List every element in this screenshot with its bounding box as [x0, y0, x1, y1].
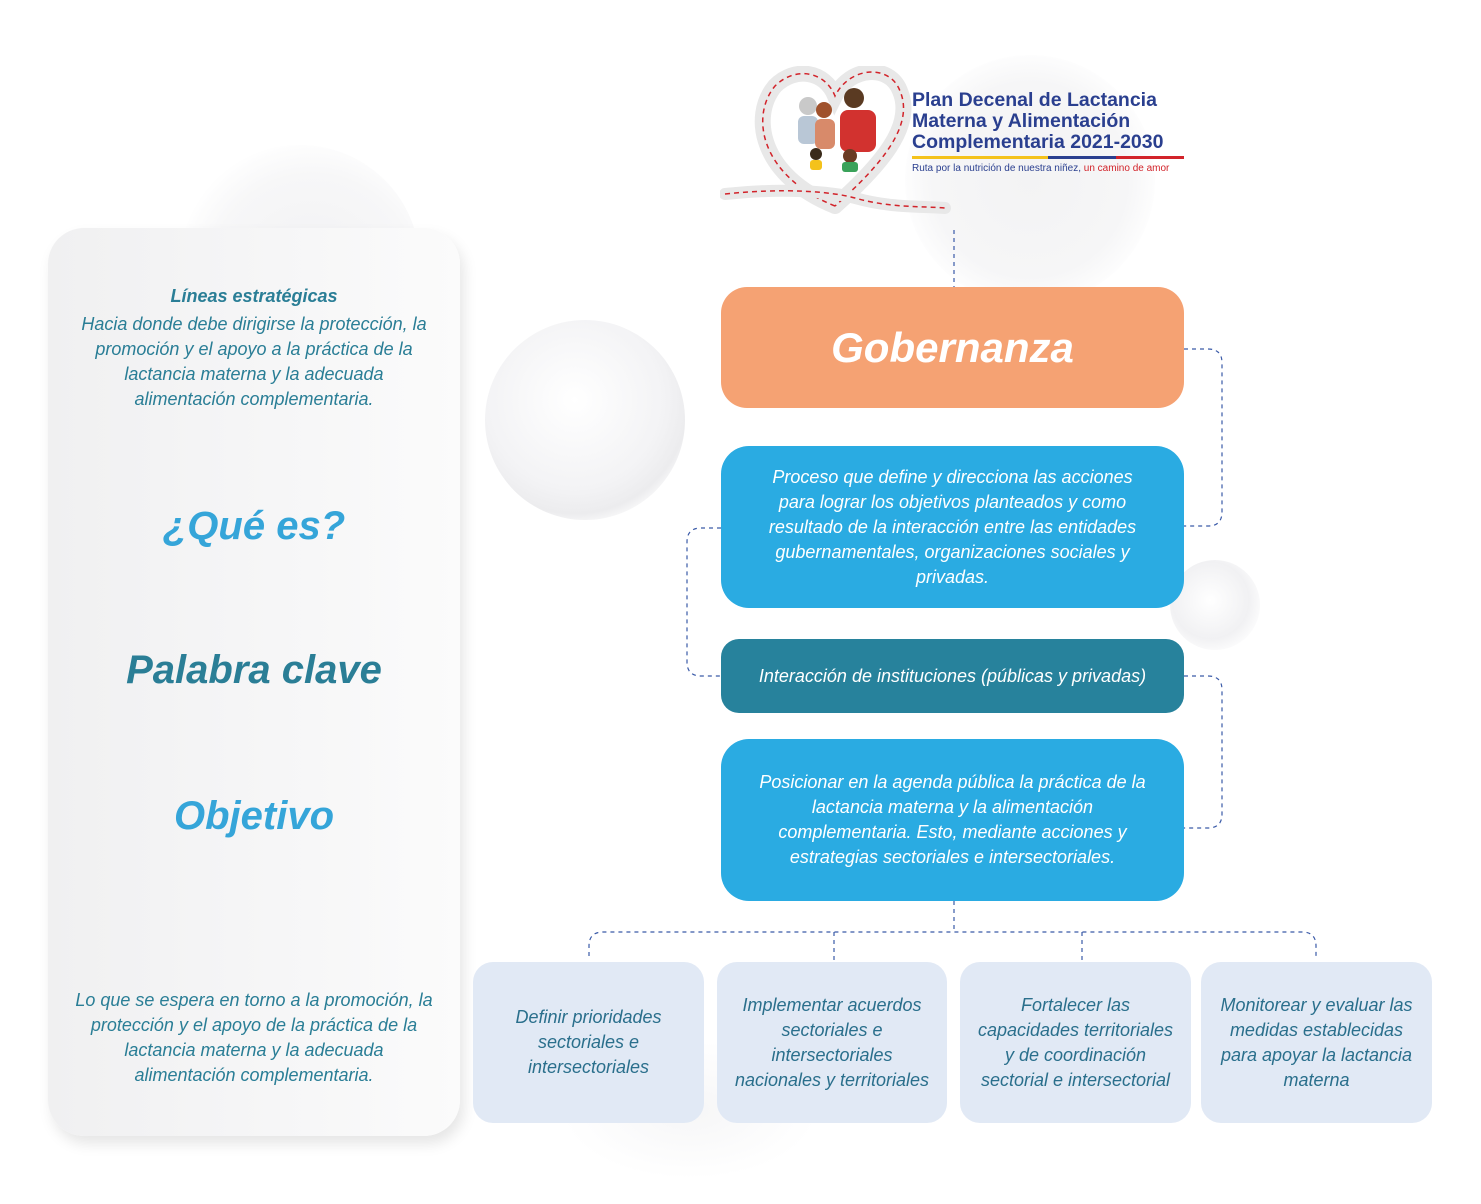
logo-tagline-highlight: un camino de amor — [1083, 163, 1170, 174]
connector-keyword-to-objective — [1184, 676, 1222, 828]
legend-objective: Objetivo — [173, 794, 335, 838]
action-box — [1201, 962, 1432, 1123]
logo-title-line: Plan Decenal de Lactancia — [912, 89, 1157, 111]
logo-color-bar — [912, 156, 1184, 159]
family-figure — [810, 148, 822, 160]
action-label: Implementar acuerdos sectoriales e intersectoriales nacionales y territoriales — [734, 994, 930, 1090]
objective-text: Posicionar en la agenda pública la práctica de la lactancia materna y la alimentación complementaria. Esto, mediante acciones y estrategias sectoriales e intersectoriales. — [759, 772, 1146, 867]
objective-box — [721, 739, 1184, 901]
family-figure — [843, 149, 857, 163]
action-label: Definir prioridades sectoriales e intersectoriales — [515, 1007, 662, 1077]
legend-section-description: Hacia donde debe dirigirse la protección, la promoción y el apoyo a la práctica de la lactancia materna y la adecuada alimentación complementaria. — [81, 314, 427, 409]
legend-footer: Lo que se espera en torno a la promoción, la protección y el apoyo de la práctica de la lactancia materna y la adecuada alimentación complementaria. — [75, 990, 433, 1085]
action-label: Monitorear y evaluar las medidas establecidas para apoyar la lactancia materna — [1220, 994, 1413, 1090]
connector-actions-bus — [589, 932, 1316, 956]
action-box — [960, 962, 1191, 1123]
legend-section-title: Líneas estratégicas — [170, 286, 338, 306]
logo-title-line: Materna y Alimentación — [912, 110, 1131, 132]
logo-text — [912, 90, 1202, 174]
definition-box — [721, 446, 1184, 608]
logo-tagline — [912, 163, 1202, 174]
background-circle — [485, 320, 685, 520]
family-figure — [844, 88, 864, 108]
logo-years: 2021-2030 — [1070, 131, 1164, 153]
definition-text: Proceso que define y direcciona las acciones para lograr los objetivos planteados y como resultado de la interacción entre las entidades gubernamentales, organizaciones sociales y privadas. — [768, 466, 1137, 587]
action-label: Fortalecer las capacidades territoriales y de coordinación sectorial e intersectorial — [977, 994, 1174, 1090]
connector-definition-to-keyword — [687, 528, 721, 676]
legend-keyword: Palabra clave — [126, 648, 382, 692]
logo-tagline-text: Ruta por la nutrición de nuestra niñez, — [912, 163, 1081, 174]
strategic-line-title: Gobernanza — [721, 287, 1184, 408]
legend-panel — [48, 228, 460, 1136]
family-figure — [840, 110, 876, 152]
family-figure — [799, 97, 817, 115]
family-figure — [816, 102, 832, 118]
family-figure — [842, 162, 858, 172]
family-figure — [815, 119, 835, 149]
connector-title-to-definition — [1184, 349, 1222, 526]
logo-title-line3: Complementaria — [912, 131, 1065, 153]
keyword-box — [721, 639, 1184, 713]
action-box — [473, 962, 704, 1123]
action-box — [717, 962, 947, 1123]
legend-what-is: ¿Qué es? — [162, 504, 346, 548]
family-figure — [810, 160, 822, 170]
logo-title-line — [912, 132, 1202, 153]
keyword-text: Interacción de instituciones (públicas y privadas) — [758, 665, 1147, 686]
